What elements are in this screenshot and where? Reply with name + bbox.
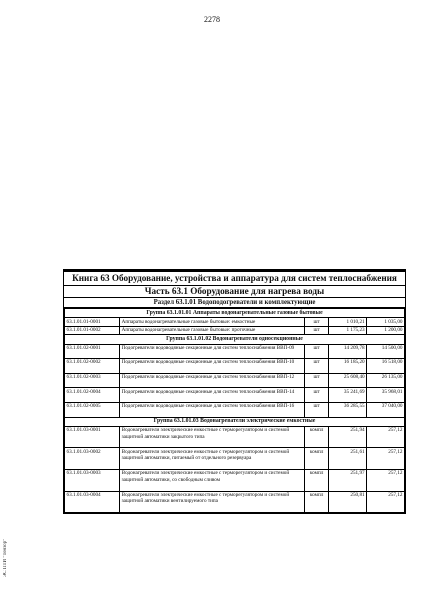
item-name: Водонагреватели электрические емкостные с терморегулятором и системой защитной автоматики закрытого типа (120, 426, 305, 448)
item-unit: шт (304, 344, 328, 359)
item-price-1: 16 185,20 (329, 359, 367, 374)
item-code: 63.1.01.03-0004 (65, 491, 120, 513)
item-price-1: 1 175,23 (329, 326, 367, 335)
item-unit: компл (304, 491, 328, 513)
item-unit: шт (304, 326, 328, 335)
item-code: 63.1.01.02-0003 (65, 373, 120, 388)
item-code: 63.1.01.01-0001 (65, 318, 120, 327)
item-name: Подогреватели водоводяные секционные для систем теплоснабжения ВВП-10 (120, 359, 305, 374)
item-code: 63.1.01.03-0001 (65, 426, 120, 448)
item-price-1: 25 608,40 (329, 373, 367, 388)
item-price-2: 14 500,00 (367, 344, 405, 359)
item-price-2: 257,12 (367, 491, 405, 513)
item-code: 63.1.01.02-0002 (65, 359, 120, 374)
item-price-1: 1 010,21 (329, 318, 367, 327)
item-code: 63.1.01.02-0001 (65, 344, 120, 359)
section-title: Раздел 63.1.01 Водоподогреватели и комплектующие (64, 298, 405, 308)
table-row (65, 373, 405, 388)
table-row (65, 326, 405, 335)
item-name: Подогреватели водоводяные секционные для систем теплоснабжения ВВП-16 (120, 402, 305, 417)
group-title: Группа 63.1.01.02 Водонагреватели односекционные (65, 335, 405, 344)
item-price-2: 257,12 (367, 469, 405, 491)
table-row (65, 388, 405, 403)
page-number: 2278 (204, 15, 220, 24)
price-catalog (63, 269, 406, 514)
item-unit: шт (304, 402, 328, 417)
item-price-2: 37 040,00 (367, 402, 405, 417)
table-row (65, 402, 405, 417)
item-unit: шт (304, 318, 328, 327)
item-name: Аппараты водонагревательные газовые бытовые: проточные (120, 326, 305, 335)
item-name: Подогреватели водоводяные секционные для систем теплоснабжения ВВП-12 (120, 373, 305, 388)
item-price-1: 251,94 (329, 426, 367, 448)
item-code: 63.1.01.02-0004 (65, 388, 120, 403)
item-unit: компл (304, 448, 328, 470)
table-row (65, 448, 405, 470)
item-price-1: 36 285,55 (329, 402, 367, 417)
item-name: Подогреватели водоводяные секционные для систем теплоснабжения ВВП-09 (120, 344, 305, 359)
item-price-1: 14 209,78 (329, 344, 367, 359)
item-price-2: 1 035,00 (367, 318, 405, 327)
item-code: 63.1.01.03-0002 (65, 448, 120, 470)
table-row (65, 359, 405, 374)
table-row (65, 491, 405, 513)
item-unit: компл (304, 426, 328, 448)
item-price-2: 26 135,00 (367, 373, 405, 388)
table-row (65, 426, 405, 448)
item-unit: шт (304, 373, 328, 388)
item-price-1: 35 241,69 (329, 388, 367, 403)
item-price-2: 35 968,01 (367, 388, 405, 403)
item-unit: шт (304, 388, 328, 403)
table-row (65, 318, 405, 327)
item-price-2: 16 518,00 (367, 359, 405, 374)
price-table (64, 308, 405, 513)
group-title: Группа 63.1.01.01 Аппараты водонагревательные газовые бытовые (65, 309, 405, 318)
item-code: 63.1.01.01-0002 (65, 326, 120, 335)
item-name: Водонагреватели электрические емкостные с терморегулятором и системой защитной автоматики, со свободным сливом (120, 469, 305, 491)
book-title: Книга 63 Оборудование, устройства и аппаратура для систем теплоснабжения (64, 270, 405, 286)
item-unit: шт (304, 359, 328, 374)
part-title: Часть 63.1 Оборудование для нагрева воды (64, 286, 405, 298)
item-unit: компл (304, 469, 328, 491)
item-price-1: 251,97 (329, 469, 367, 491)
item-name: Аппараты водонагревательные газовые бытовые: емкостные (120, 318, 305, 327)
item-price-2: 1 200,00 (367, 326, 405, 335)
item-code: 63.1.01.02-0005 (65, 402, 120, 417)
table-row (65, 344, 405, 359)
group-title: Группа 63.1.01.03 Водонагреватели электрические емкостные (65, 417, 405, 426)
item-code: 63.1.01.03-0003 (65, 469, 120, 491)
item-name: Водонагреватели электрические емкостные с терморегулятором и системой защитной автоматики, питаемый от отдельного резервуара (120, 448, 305, 470)
item-name: Подогреватели водоводяные секционные для систем теплоснабжения ВВП-14 (120, 388, 305, 403)
item-name: Водонагреватели электрические емкостные с терморегулятором и системой защитной автоматики вентилируемого типа (120, 491, 305, 513)
item-price-2: 257,12 (367, 448, 405, 470)
table-row (65, 469, 405, 491)
side-note: ЭС ПТИ "Тензор" (3, 538, 8, 578)
item-price-1: 251,61 (329, 448, 367, 470)
item-price-1: 250,81 (329, 491, 367, 513)
item-price-2: 257,12 (367, 426, 405, 448)
